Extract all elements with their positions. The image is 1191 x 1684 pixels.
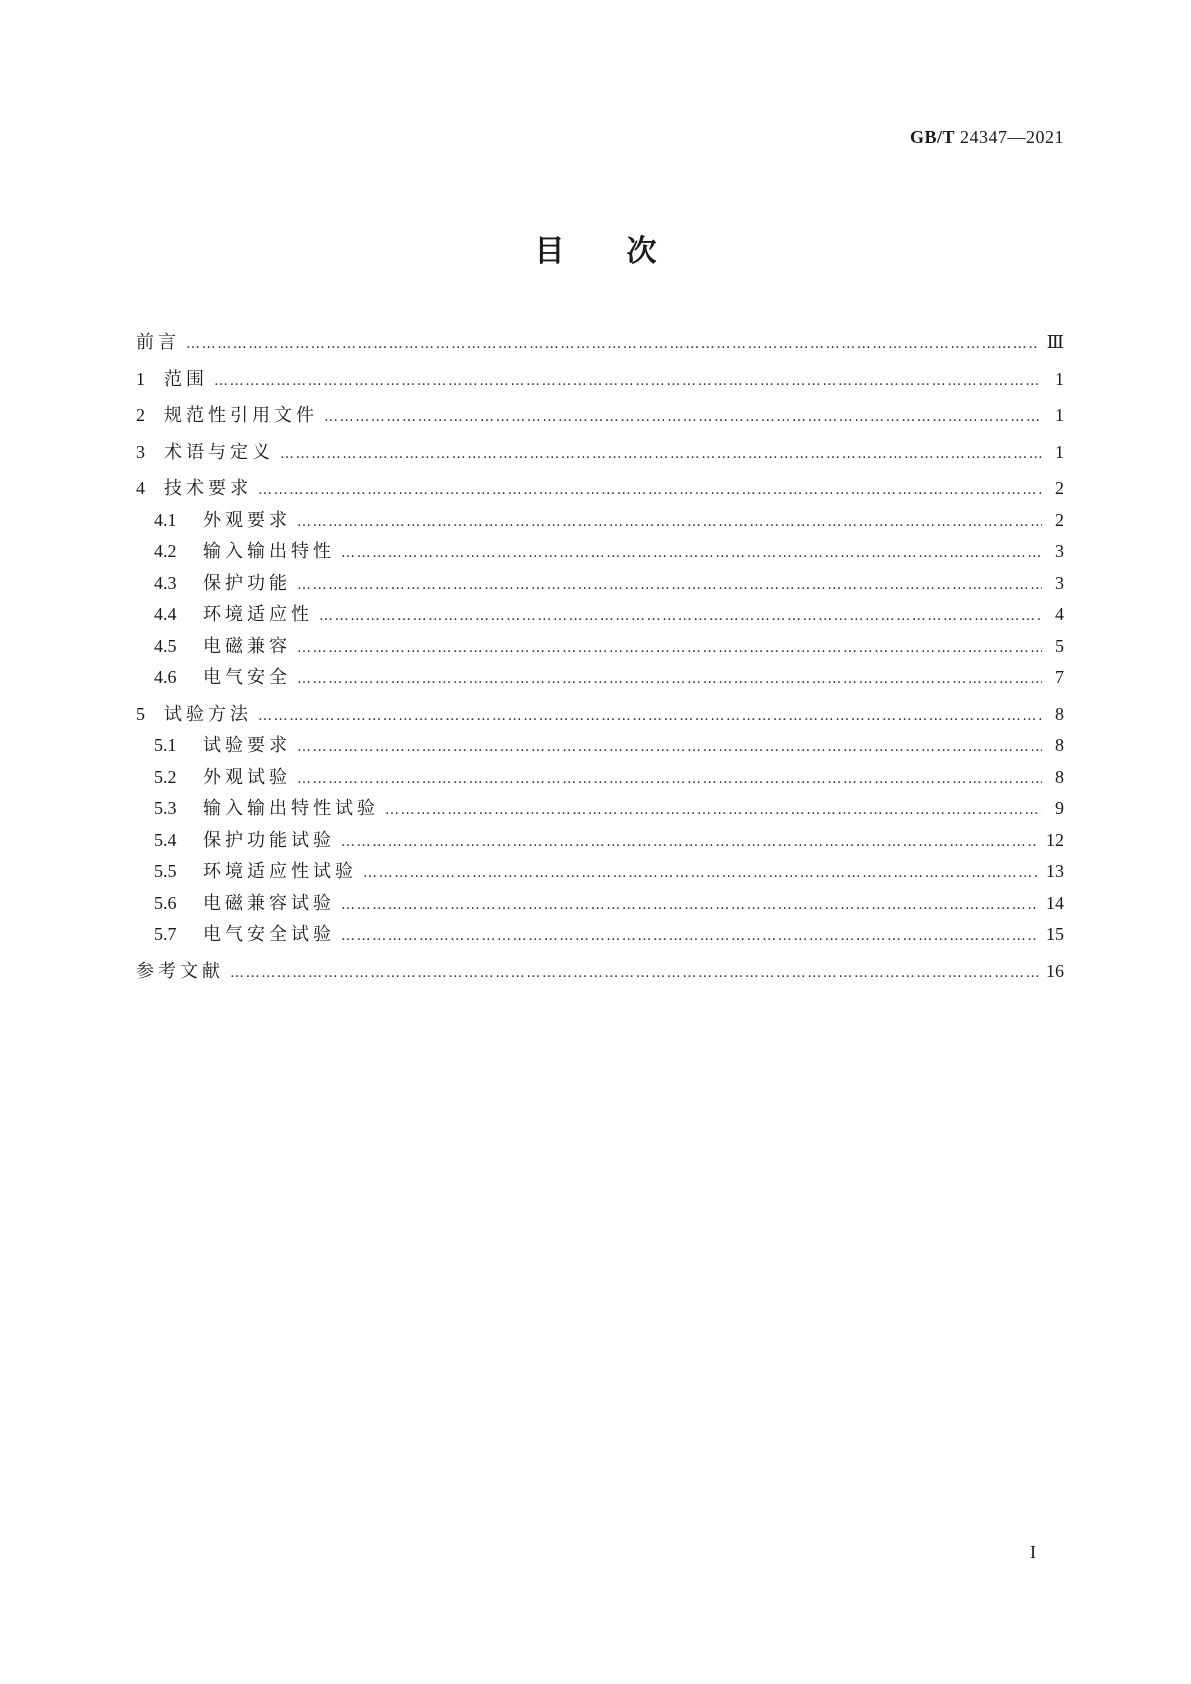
toc-entry-2[interactable] [136, 401, 1064, 433]
toc-entry-number: 5.1 [154, 735, 177, 755]
standard-code [910, 127, 1064, 148]
dot-leader [297, 771, 1042, 787]
toc-entry-number: 2 [136, 405, 145, 425]
page-number: I [1030, 1542, 1036, 1562]
toc-entry-4-5[interactable] [136, 632, 1064, 664]
toc-entry-page: 2 [1055, 509, 1064, 530]
toc-entry-label: 试验要求 [203, 735, 291, 756]
toc-entry-foreword[interactable] [136, 328, 1064, 360]
page-title: 目次 [534, 234, 719, 269]
toc-entry-1[interactable] [136, 365, 1064, 397]
dot-leader [324, 409, 1042, 425]
dot-leader [297, 739, 1042, 755]
toc-entry-5-4[interactable] [136, 826, 1064, 858]
dot-leader [341, 928, 1038, 944]
toc-entry-page: 1 [1055, 441, 1064, 462]
toc-entry-bibliography[interactable] [136, 957, 1064, 989]
toc-entry-page: 13 [1046, 861, 1064, 881]
dot-leader [297, 514, 1042, 530]
toc-entry-page: 15 [1046, 924, 1064, 944]
dot-leader [319, 608, 1042, 624]
toc-entry-3[interactable] [136, 438, 1064, 470]
toc-entry-number: 4.4 [154, 604, 177, 624]
toc-entry-label: 术语与定义 [164, 441, 274, 463]
toc-entry-page: 1 [1055, 405, 1064, 425]
toc-entry-page: 9 [1055, 798, 1064, 818]
toc-entry-number: 5.7 [154, 924, 177, 944]
toc-entry-label: 参考文献 [136, 960, 224, 982]
toc-entry-label: 前言 [136, 332, 180, 353]
dot-leader [363, 865, 1038, 881]
toc-entry-page: 4 [1055, 604, 1064, 624]
toc-entry-4-6[interactable] [136, 663, 1064, 695]
dot-leader [258, 708, 1042, 724]
dot-leader [280, 446, 1042, 462]
toc-entry-label: 输入输出特性 [203, 541, 335, 562]
dot-leader [341, 834, 1038, 850]
standard-prefix: GB/T [909, 127, 955, 147]
toc-entry-label: 保护功能 [203, 572, 291, 594]
toc-entry-number: 4.6 [154, 667, 177, 687]
toc-entry-number: 4 [136, 478, 145, 498]
toc-entry-page: 3 [1055, 572, 1064, 593]
toc-entry-label: 电磁兼容 [203, 635, 291, 657]
dot-leader [385, 802, 1042, 818]
toc-entry-number: 5.6 [154, 892, 177, 913]
toc-entry-label: 范围 [164, 368, 208, 390]
toc-entry-number: 5.2 [154, 766, 177, 787]
toc-entry-5-7[interactable] [136, 920, 1064, 952]
toc-entry-5-3[interactable] [136, 794, 1064, 826]
toc-entry-number: 3 [136, 441, 145, 462]
toc-entry-number: 1 [136, 368, 145, 389]
toc-entry-number: 5.4 [154, 829, 177, 850]
table-of-contents [136, 328, 1064, 988]
toc-entry-5-6[interactable] [136, 889, 1064, 921]
toc-entry-number: 4.2 [154, 541, 177, 561]
toc-entry-page: 14 [1046, 892, 1064, 913]
toc-entry-label: 保护功能试验 [203, 829, 335, 851]
dot-leader [214, 373, 1042, 389]
toc-entry-number: 4.3 [154, 572, 177, 593]
toc-entry-page: 12 [1046, 829, 1064, 850]
dot-leader [186, 336, 1039, 352]
dot-leader [341, 545, 1042, 561]
toc-entry-label: 环境适应性试验 [203, 861, 357, 882]
toc-entry-page: 7 [1055, 667, 1064, 687]
toc-entry-4-3[interactable] [136, 569, 1064, 601]
toc-entry-page: Ⅲ [1046, 332, 1064, 352]
toc-entry-label: 电气安全试验 [203, 924, 335, 945]
dot-leader [341, 897, 1038, 913]
toc-entry-5-5[interactable] [136, 857, 1064, 889]
toc-entry-4-2[interactable] [136, 537, 1064, 569]
toc-entry-page: 1 [1055, 368, 1064, 389]
toc-entry-5-1[interactable] [136, 731, 1064, 763]
dot-leader [297, 577, 1042, 593]
dot-leader [297, 671, 1042, 687]
toc-entry-label: 输入输出特性试验 [203, 798, 379, 819]
toc-entry-number: 5.5 [154, 861, 177, 881]
toc-entry-4[interactable] [136, 474, 1064, 506]
toc-entry-page: 8 [1055, 766, 1064, 787]
toc-entry-label: 电磁兼容试验 [203, 892, 335, 914]
toc-entry-label: 技术要求 [164, 478, 252, 499]
toc-entry-page: 8 [1055, 703, 1064, 724]
dot-leader [230, 965, 1038, 981]
toc-entry-4-1[interactable] [136, 506, 1064, 538]
toc-entry-number: 5 [136, 703, 145, 724]
toc-entry-5-2[interactable] [136, 763, 1064, 795]
toc-entry-number: 4.1 [154, 509, 177, 530]
toc-entry-page: 16 [1046, 960, 1064, 981]
dot-leader [258, 482, 1042, 498]
toc-entry-page: 8 [1055, 735, 1064, 755]
toc-entry-label: 外观试验 [203, 766, 291, 788]
toc-entry-4-4[interactable] [136, 600, 1064, 632]
dot-leader [297, 640, 1042, 656]
standard-number: 24347—2021 [960, 127, 1064, 147]
toc-entry-label: 环境适应性 [203, 604, 313, 625]
toc-entry-5[interactable] [136, 700, 1064, 732]
toc-entry-label: 外观要求 [203, 509, 291, 531]
toc-entry-page: 3 [1055, 541, 1064, 561]
toc-entry-label: 电气安全 [203, 667, 291, 688]
toc-entry-number: 5.3 [154, 798, 177, 818]
toc-entry-label: 试验方法 [164, 703, 252, 725]
toc-entry-page: 2 [1055, 478, 1064, 498]
toc-entry-label: 规范性引用文件 [164, 405, 318, 426]
toc-entry-number: 4.5 [154, 635, 177, 656]
toc-entry-page: 5 [1055, 635, 1064, 656]
